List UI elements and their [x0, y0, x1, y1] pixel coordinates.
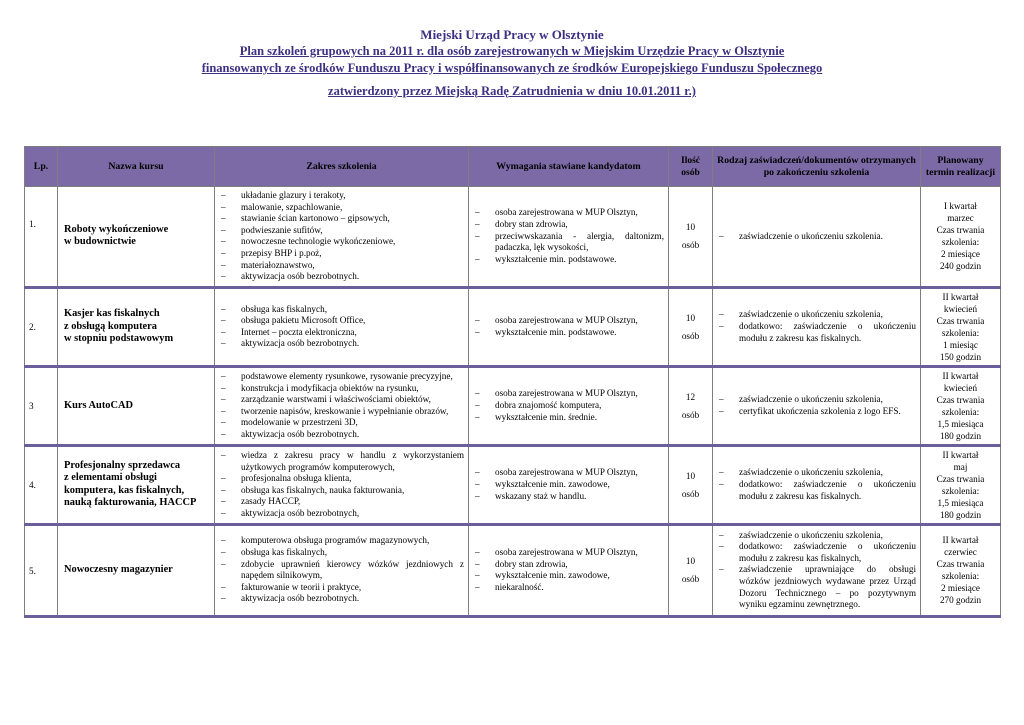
scope-item: – zasady HACCP, [221, 496, 464, 508]
course-scope [215, 366, 469, 445]
requirement-item: – osoba zarejestrowana w MUP Olsztyn, [475, 547, 664, 559]
row-number: 2. [25, 287, 58, 366]
course-name: Roboty wykończeniowe w budownictwie [58, 187, 215, 288]
certificate-type [713, 187, 921, 288]
planned-term: II kwartał maj Czas trwania szkolenia: 1,5 miesiąca 180 godzin [921, 445, 1001, 524]
plan-title: Plan szkoleń grupowych na 2011 r. dla osób zarejestrowanych w Miejskim Urzędzie Pracy w Olsztynie [239, 44, 785, 58]
requirement-item: – osoba zarejestrowana w MUP Olsztyn, [475, 388, 664, 400]
certificate-type [713, 366, 921, 445]
table-row [25, 287, 1001, 366]
row-number: 1. [25, 187, 58, 288]
table-row [25, 366, 1001, 445]
count-unit: osób [681, 488, 700, 499]
table-header-row [25, 147, 1001, 187]
scope-list [215, 371, 468, 441]
scope-item: – podwieszanie sufitów, [221, 225, 464, 237]
col-header-certificate: Rodzaj zaświadczeń/dokumentów otrzymanych po zakończeniu szkolenia [713, 147, 921, 187]
scope-item: – obsługa pakietu Microsoft Office, [221, 315, 464, 327]
scope-item: – malowanie, szpachlowanie, [221, 202, 464, 214]
certificate-item: – zaświadczenie o ukończeniu szkolenia, [719, 530, 916, 542]
scope-item: – stawianie ścian kartonowo – gipsowych, [221, 213, 464, 225]
count-number: 10 [685, 470, 696, 481]
count-unit: osób [681, 330, 700, 341]
scope-item: – modelowanie w przestrzeni 3D, [221, 417, 464, 429]
course-name: Profesjonalny sprzedawca z elementami obsługi komputera, kas fiskalnych, nauką fakturowania, HACCP [58, 445, 215, 524]
requirement-list [469, 207, 668, 265]
scope-item: – aktywizacja osób bezrobotnych. [221, 338, 464, 350]
count-number: 10 [685, 222, 696, 233]
scope-item: – wiedza z zakresu pracy w handlu z wykorzystaniem użytkowych programów komputerowych, [221, 450, 464, 473]
requirement-item: – wskazany staż w handlu. [475, 491, 664, 503]
requirement-item: – wykształcenie min. średnie. [475, 412, 664, 424]
course-scope [215, 524, 469, 616]
scope-item: – komputerowa obsługa programów magazynowych, [221, 535, 464, 547]
scope-list [215, 304, 468, 350]
funding-line: finansowanych ze środków Funduszu Pracy i współfinansowanych ze środków Europejskiego Funduszu Społecznego [201, 61, 823, 75]
certificate-item: – dodatkowo: zaświadczenie o ukończeniu modułu z zakresu kas fiskalnych. [719, 321, 916, 344]
course-requirements [469, 366, 669, 445]
col-header-lp: Lp. [25, 147, 58, 187]
count-unit: osób [681, 240, 700, 251]
row-number: 5. [25, 524, 58, 616]
training-plan-table [24, 146, 1001, 618]
certificate-item: – zaświadczenie o ukończeniu szkolenia. [719, 231, 916, 243]
course-requirements [469, 524, 669, 616]
participant-count [669, 445, 713, 524]
col-header-count: Ilość osób [669, 147, 713, 187]
planned-term: II kwartał kwiecień Czas trwania szkolenia: 1,5 miesiąca 180 godzin [921, 366, 1001, 445]
requirement-list [469, 388, 668, 423]
count-number: 12 [685, 391, 696, 402]
scope-item: – podstawowe elementy rysunkowe, rysowanie precyzyjne, [221, 371, 464, 383]
participant-count [669, 287, 713, 366]
course-requirements [469, 445, 669, 524]
requirement-item: – osoba zarejestrowana w MUP Olsztyn, [475, 467, 664, 479]
scope-list [215, 450, 468, 520]
course-requirements [469, 187, 669, 288]
requirement-list [469, 467, 668, 502]
requirement-list [469, 547, 668, 593]
scope-item: – aktywizacja osób bezrobotnych. [221, 429, 464, 441]
approval-line: zatwierdzony przez Miejską Radę Zatrudnienia w dniu 10.01.2011 r.) [328, 84, 696, 98]
certificate-item: – zaświadczenie uprawniające do obsługi wózków jezdniowych wydawane przez Urząd Dozoru Technicznego – po pozytywnym wyniku egzaminu zewnętrznego. [719, 564, 916, 610]
scope-item: – przepisy BHP i p.poż, [221, 248, 464, 260]
certificate-item: – zaświadczenie o ukończeniu szkolenia, [719, 309, 916, 321]
scope-item: – profesjonalna obsługa klienta, [221, 473, 464, 485]
requirement-item: – wykształcenie min. podstawowe. [475, 254, 664, 266]
course-scope [215, 187, 469, 288]
planned-term: II kwartał czerwiec Czas trwania szkolenia: 2 miesiące 270 godzin [921, 524, 1001, 616]
certificate-item: – dodatkowo: zaświadczenie o ukończeniu modułu z zakresu kas fiskalnych, [719, 541, 916, 564]
certificate-type [713, 524, 921, 616]
scope-item: – zdobycie uprawnień kierowcy wózków jezdniowych z napędem silnikowym, [221, 559, 464, 582]
col-header-term: Planowany termin realizacji [921, 147, 1001, 187]
planned-term: II kwartał kwiecień Czas trwania szkolenia: 1 miesiąc 150 godzin [921, 287, 1001, 366]
participant-count [669, 366, 713, 445]
scope-item: – układanie glazury i terakoty, [221, 190, 464, 202]
scope-item: – materiałoznawstwo, [221, 260, 464, 272]
course-scope [215, 287, 469, 366]
col-header-name: Nazwa kursu [58, 147, 215, 187]
row-number: 4. [25, 445, 58, 524]
scope-item: – obsługa kas fiskalnych, [221, 304, 464, 316]
scope-item: – obsługa kas fiskalnych, nauka fakturowania, [221, 485, 464, 497]
count-number: 10 [685, 312, 696, 323]
participant-count [669, 187, 713, 288]
requirement-item: – wykształcenie min. podstawowe. [475, 327, 664, 339]
certificate-list [713, 231, 920, 243]
count-unit: osób [681, 574, 700, 585]
participant-count [669, 524, 713, 616]
planned-term: I kwartał marzec Czas trwania szkolenia: 2 miesiące 240 godzin [921, 187, 1001, 288]
certificate-item: – dodatkowo: zaświadczenie o ukończeniu modułu z zakresu kas fiskalnych. [719, 479, 916, 502]
requirement-item: – wykształcenie min. zawodowe, [475, 570, 664, 582]
course-name: Nowoczesny magazynier [58, 524, 215, 616]
col-header-requirements: Wymagania stawiane kandydatom [469, 147, 669, 187]
course-scope [215, 445, 469, 524]
certificate-item: – zaświadczenie o ukończeniu szkolenia, [719, 394, 916, 406]
requirement-item: – dobry stan zdrowia, [475, 219, 664, 231]
course-requirements [469, 287, 669, 366]
scope-item: – aktywizacja osób bezrobotnych. [221, 593, 464, 605]
document-header [0, 26, 1024, 100]
requirement-list [469, 315, 668, 338]
requirement-item: – dobra znajomość komputera, [475, 400, 664, 412]
count-number: 10 [685, 556, 696, 567]
scope-item: – aktywizacja osób bezrobotnych, [221, 508, 464, 520]
row-number: 3 [25, 366, 58, 445]
scope-item: – konstrukcja i modyfikacja obiektów na rysunku, [221, 383, 464, 395]
course-name: Kasjer kas fiskalnych z obsługą komputera w stopniu podstawowym [58, 287, 215, 366]
certificate-list [713, 394, 920, 417]
requirement-item: – wykształcenie min. zawodowe, [475, 479, 664, 491]
count-unit: osób [681, 409, 700, 420]
course-name: Kurs AutoCAD [58, 366, 215, 445]
requirement-item: – przeciwwskazania - alergia, daltonizm, padaczka, lęk wysokości, [475, 231, 664, 254]
scope-item: – obsługa kas fiskalnych, [221, 547, 464, 559]
certificate-item: – certyfikat ukończenia szkolenia z logo EFS. [719, 406, 916, 418]
scope-item: – nowoczesne technologie wykończeniowe, [221, 236, 464, 248]
certificate-type [713, 445, 921, 524]
requirement-item: – osoba zarejestrowana w MUP Olsztyn, [475, 315, 664, 327]
scope-item: – fakturowanie w teorii i praktyce, [221, 582, 464, 594]
scope-item: – zarządzanie warstwami i właściwościami obiektów, [221, 394, 464, 406]
requirement-item: – dobry stan zdrowia, [475, 559, 664, 571]
scope-item: – tworzenie napisów, kreskowanie i wypełnianie obrazów, [221, 406, 464, 418]
requirement-item: – niekaralność. [475, 582, 664, 594]
certificate-list [713, 309, 920, 344]
certificate-list [713, 467, 920, 502]
scope-list [215, 535, 468, 605]
table-row [25, 445, 1001, 524]
col-header-scope: Zakres szkolenia [215, 147, 469, 187]
certificate-type [713, 287, 921, 366]
table-row [25, 524, 1001, 616]
office-name: Miejski Urząd Pracy w Olsztynie [420, 27, 604, 42]
requirement-item: – osoba zarejestrowana w MUP Olsztyn, [475, 207, 664, 219]
scope-item: – aktywizacja osób bezrobotnych. [221, 271, 464, 283]
table-row [25, 187, 1001, 288]
scope-item: – Internet – poczta elektroniczna, [221, 327, 464, 339]
scope-list [215, 190, 468, 283]
certificate-item: – zaświadczenie o ukończeniu szkolenia, [719, 467, 916, 479]
certificate-list [713, 530, 920, 611]
